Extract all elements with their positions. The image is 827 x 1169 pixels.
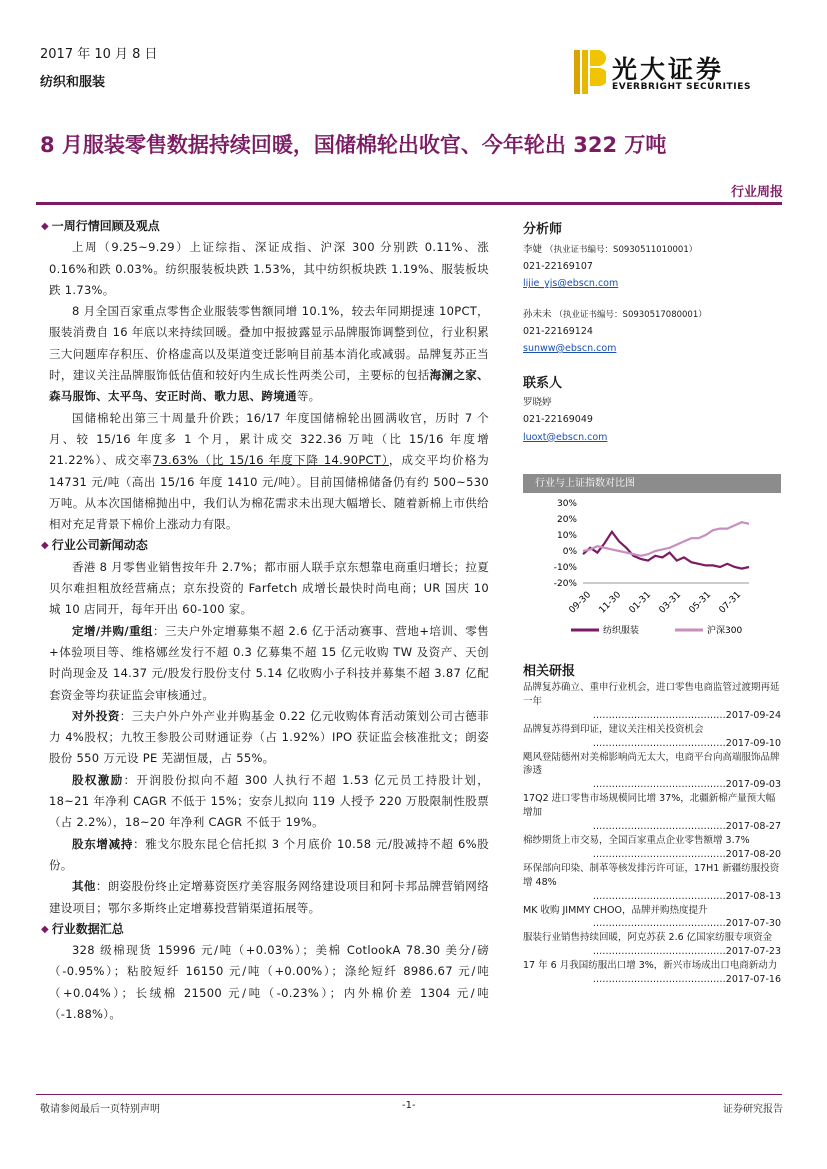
- section-heading-data: ◆ 行业数据汇总: [41, 919, 489, 940]
- analyst-phone: 021-22169124: [523, 325, 593, 337]
- related-list: [523, 681, 781, 987]
- analyst-phone: 021-22169107: [523, 261, 593, 273]
- contact-email-link[interactable]: luoxt@ebscn.com: [523, 431, 608, 443]
- x-tick-label: 03-31: [657, 590, 684, 616]
- related-report-date: ……………………………………2017-07-23: [592, 946, 781, 958]
- related-report-item[interactable]: [523, 834, 781, 862]
- series-line: [583, 532, 749, 569]
- related-report-title: 飓风登陆德州对美棉影响尚无太大，电商平台向高端服饰品牌渗透: [523, 751, 780, 777]
- sector-label: 纺织和服装: [40, 75, 106, 90]
- analyst-heading: 分析师: [523, 222, 563, 237]
- y-tick-label: 0%: [562, 547, 577, 557]
- analyst-name: 孙未未: [523, 308, 552, 320]
- footer-divider: [36, 1094, 782, 1095]
- related-report-date: ……………………………………2017-09-10: [592, 737, 781, 749]
- diamond-bullet-icon: ◆: [41, 540, 49, 552]
- analyst-block: [523, 218, 783, 445]
- footer-disclaimer: 敬请参阅最后一页特别声明: [40, 1104, 160, 1115]
- related-report-date: ……………………………………2017-07-16: [592, 974, 781, 986]
- related-report-item[interactable]: [523, 959, 781, 987]
- contact-heading: 联系人: [523, 376, 563, 392]
- incentive-paragraph: 股权激励：开润股份拟向不超 300 人执行不超 1.53 亿元员工持股计划，18~21 年净利 CAGR 不低于 15%；安奈儿拟向 119 人授予 220 万股限制性股票（占 2.2%），18~20 年净利 CAGR 不低于 19%。: [49, 772, 490, 830]
- chart-plot: [523, 493, 781, 644]
- related-report-item[interactable]: [523, 751, 781, 793]
- y-tick-label: -20%: [553, 579, 577, 589]
- analyst-cert: （执业证书编号：S0930511010001）: [545, 245, 698, 255]
- header-divider: [36, 202, 782, 205]
- related-report-title: 品牌复苏确立、重申行业机会，进口零售电商监管过渡期再延一年: [523, 682, 780, 707]
- related-report-item[interactable]: [523, 723, 781, 751]
- related-report-date: ……………………………………2017-09-03: [592, 779, 781, 791]
- related-report-title: 服装行业销售持续回暖，阿克苏获 2.6 亿国家纺服专项资金: [523, 932, 773, 944]
- related-report-title: 17 年 6 月我国纺服出口增 3%，新兴市场成出口电商新动力: [523, 960, 778, 972]
- related-report-item[interactable]: [523, 931, 781, 959]
- logo-text-cn: 光大证券: [612, 55, 725, 84]
- x-tick-label: 09-30: [567, 590, 594, 616]
- footer-report-label: 证券研究报告: [723, 1104, 783, 1115]
- comparison-chart: [523, 474, 781, 644]
- main-content: [41, 216, 490, 1025]
- related-report-item[interactable]: [523, 904, 781, 932]
- market-review-paragraph: 上周（9.25~9.29）上证综指、深证成指、沪深 300 分别跌 0.11%、涨 0.16%和跌 0.03%。纺织服装板块跌 1.53%，其中纺织板块跌 1.19%、服装板块跌 1.73%。: [49, 240, 489, 297]
- legend-label: 沪深300: [707, 626, 743, 636]
- other-paragraph: 其他：朗姿股份终止定增募资医疗美容服务网络建设项目和阿卡邦品牌营销网络建设项目；鄂尔多斯终止定增募投营销渠道拓展等。: [49, 879, 489, 915]
- report-type: 行业周报: [730, 185, 783, 200]
- news-paragraph: 香港 8 月零售业销售按年升 2.7%；都市丽人联手京东想靠电商重归增长；拉夏贝尔难担粗放经营痛点；京东投资的 Farfetch 成增长最快时尚电商；UR 国庆 10 城 10 店同开，每年开出 60-100 家。: [49, 559, 489, 617]
- diamond-bullet-icon: ◆: [41, 923, 49, 935]
- related-report-date: ……………………………………2017-08-20: [592, 848, 781, 860]
- related-report-title: 棉纱期货上市交易，全国百家重点企业零售额增 3.7%: [523, 834, 750, 846]
- analyst-email-link[interactable]: lijie_yjs@ebscn.com: [523, 278, 619, 290]
- report-date: 2017 年 10 月 8 日: [40, 47, 158, 62]
- x-tick-label: 11-30: [597, 590, 624, 616]
- related-report-item[interactable]: [523, 862, 781, 904]
- turnover-rate: 73.63%（比 15/16 年度下降 14.90PCT）: [152, 453, 389, 468]
- related-report-date: ……………………………………2017-08-13: [592, 890, 781, 902]
- section-heading-news: ◆ 行业公司新闻动态: [41, 535, 489, 556]
- x-tick-label: 07-31: [717, 590, 744, 616]
- related-report-date: ……………………………………2017-09-24: [592, 709, 781, 721]
- diamond-bullet-icon: ◆: [41, 221, 49, 232]
- related-report-title: 环保部向印染、制革等核发排污许可证，17H1 新疆纺服投资增 48%: [523, 862, 780, 888]
- section-heading-market: ◆ 一周行情回顾及观点: [41, 216, 489, 237]
- target-stocks: 海澜之家、森马服饰、太平鸟、安正时尚、歌力思、跨境通: [49, 368, 489, 404]
- investment-paragraph: 对外投资：三夫户外户外产业并购基金 0.22 亿元收购体育活动策划公司古德菲力 4%股权；九牧王参股公司财通证券（占 1.92%）IPO 获证监会核准批文；朗姿股份 550 万元设 PE 芜湖恒晟，占 55%。: [49, 708, 489, 766]
- related-report-title: 品牌复苏得到印证，建议关注相关投资机会: [523, 723, 704, 735]
- y-tick-label: 30%: [556, 499, 577, 509]
- cotton-reserve-paragraph: 国储棉轮出第三十周量升价跌；16/17 年度国储棉轮出圆满收官，历时 7 个月、较 15/16 年度多 1 个月，累计成交 322.36 万吨（比 15/16 年度增 21.22%）、成交率73.63%（比 15/16 年度下降 14.90PCT），成交平均价格为 14731 元/吨（高出 15/16 年度 1410 元/吨）。目前国储棉储备仍有约 500~530 万吨。从本次国储棉抛出中，我们认为棉花需求未出现大幅增长、随着新棉上市供给相对充足背景下棉价上涨动力有限。: [49, 410, 489, 532]
- y-tick-label: 10%: [556, 531, 577, 541]
- contact-name: 罗晓婷: [523, 397, 552, 409]
- related-report-title: MK 收购 JIMMY CHOO，品牌并购热度提升: [523, 904, 708, 916]
- holding-change-paragraph: 股东增减持：雅戈尔股东昆仑信托拟 3 个月底价 10.58 元/股减持不超 6%股份。: [49, 836, 490, 872]
- related-report-item[interactable]: [523, 792, 781, 834]
- industry-data-paragraph: 328 级棉现货 15996 元/吨（+0.03%）；美棉 CotlookA 78.30 美分/磅（-0.95%）；粘胶短纤 16150 元/吨（+0.00%）；涤纶短纤 8986.67 元/吨（+0.04%）；长绒棉 21500 元/吨（-0.23%）；内外棉价差 1304 元/吨（-1.88%）。: [49, 943, 489, 1021]
- related-report-item[interactable]: [523, 681, 781, 723]
- related-report-date: ……………………………………2017-07-30: [592, 918, 781, 930]
- page-number: -1-: [402, 1100, 416, 1111]
- logo-text-en: EVERBRIGHT SECURITIES: [612, 82, 752, 92]
- contact-phone: 021-22169049: [523, 414, 593, 426]
- y-tick-label: 20%: [556, 515, 577, 525]
- ma-paragraph: 定增/并购/重组：三夫户外定增募集不超 2.6 亿于活动赛事、营地+培训、零售+体验项目等、维格娜丝发行不超 0.3 亿募集不超 15 亿元收购 TW 及资产、天创时尚现金及 14.37 元/股发行股份支付 5.14 亿收购小子科技并募集不超 3.87 亿配套资金等均获证监会审核通过。: [49, 623, 489, 702]
- x-tick-label: 05-31: [687, 590, 714, 616]
- related-report-title: 17Q2 进口零售市场规模同比增 37%，北疆新棉产量预大幅增加: [523, 793, 776, 819]
- analyst-cert: （执业证书编号：S0930517080001）: [554, 309, 707, 320]
- x-tick-label: 01-31: [627, 590, 654, 616]
- analyst-name: 李婕: [523, 244, 543, 255]
- everbright-logo-icon: [574, 50, 606, 94]
- legend-label: 纺织服装: [603, 626, 640, 636]
- related-report-date: ……………………………………2017-08-27: [592, 821, 781, 833]
- analyst-email-link[interactable]: sunww@ebscn.com: [523, 343, 617, 355]
- chart-title: 行业与上证指数对比图: [523, 474, 781, 493]
- related-heading: 相关研报: [523, 664, 576, 679]
- retail-paragraph: 8 月全国百家重点零售企业服装零售额同增 10.1%，较去年同期提速 10PCT，服装消费自 16 年底以来持续回暖。叠加中报披露显示品牌服饰调整到位，行业积累三大问题库存积压、价格虚高以及渠道变迁影响目前基本消化或减弱。品牌复苏正当时，建议关注品牌服饰低估值和较好内生成长性两类公司，主要标的包括海澜之家、森马服饰、太平鸟、安正时尚、歌力思、跨境通等。: [49, 304, 489, 404]
- y-tick-label: -10%: [553, 563, 577, 573]
- report-title: 8 月服装零售数据持续回暖，国储棉轮出收官、今年轮出 322 万吨: [40, 133, 667, 157]
